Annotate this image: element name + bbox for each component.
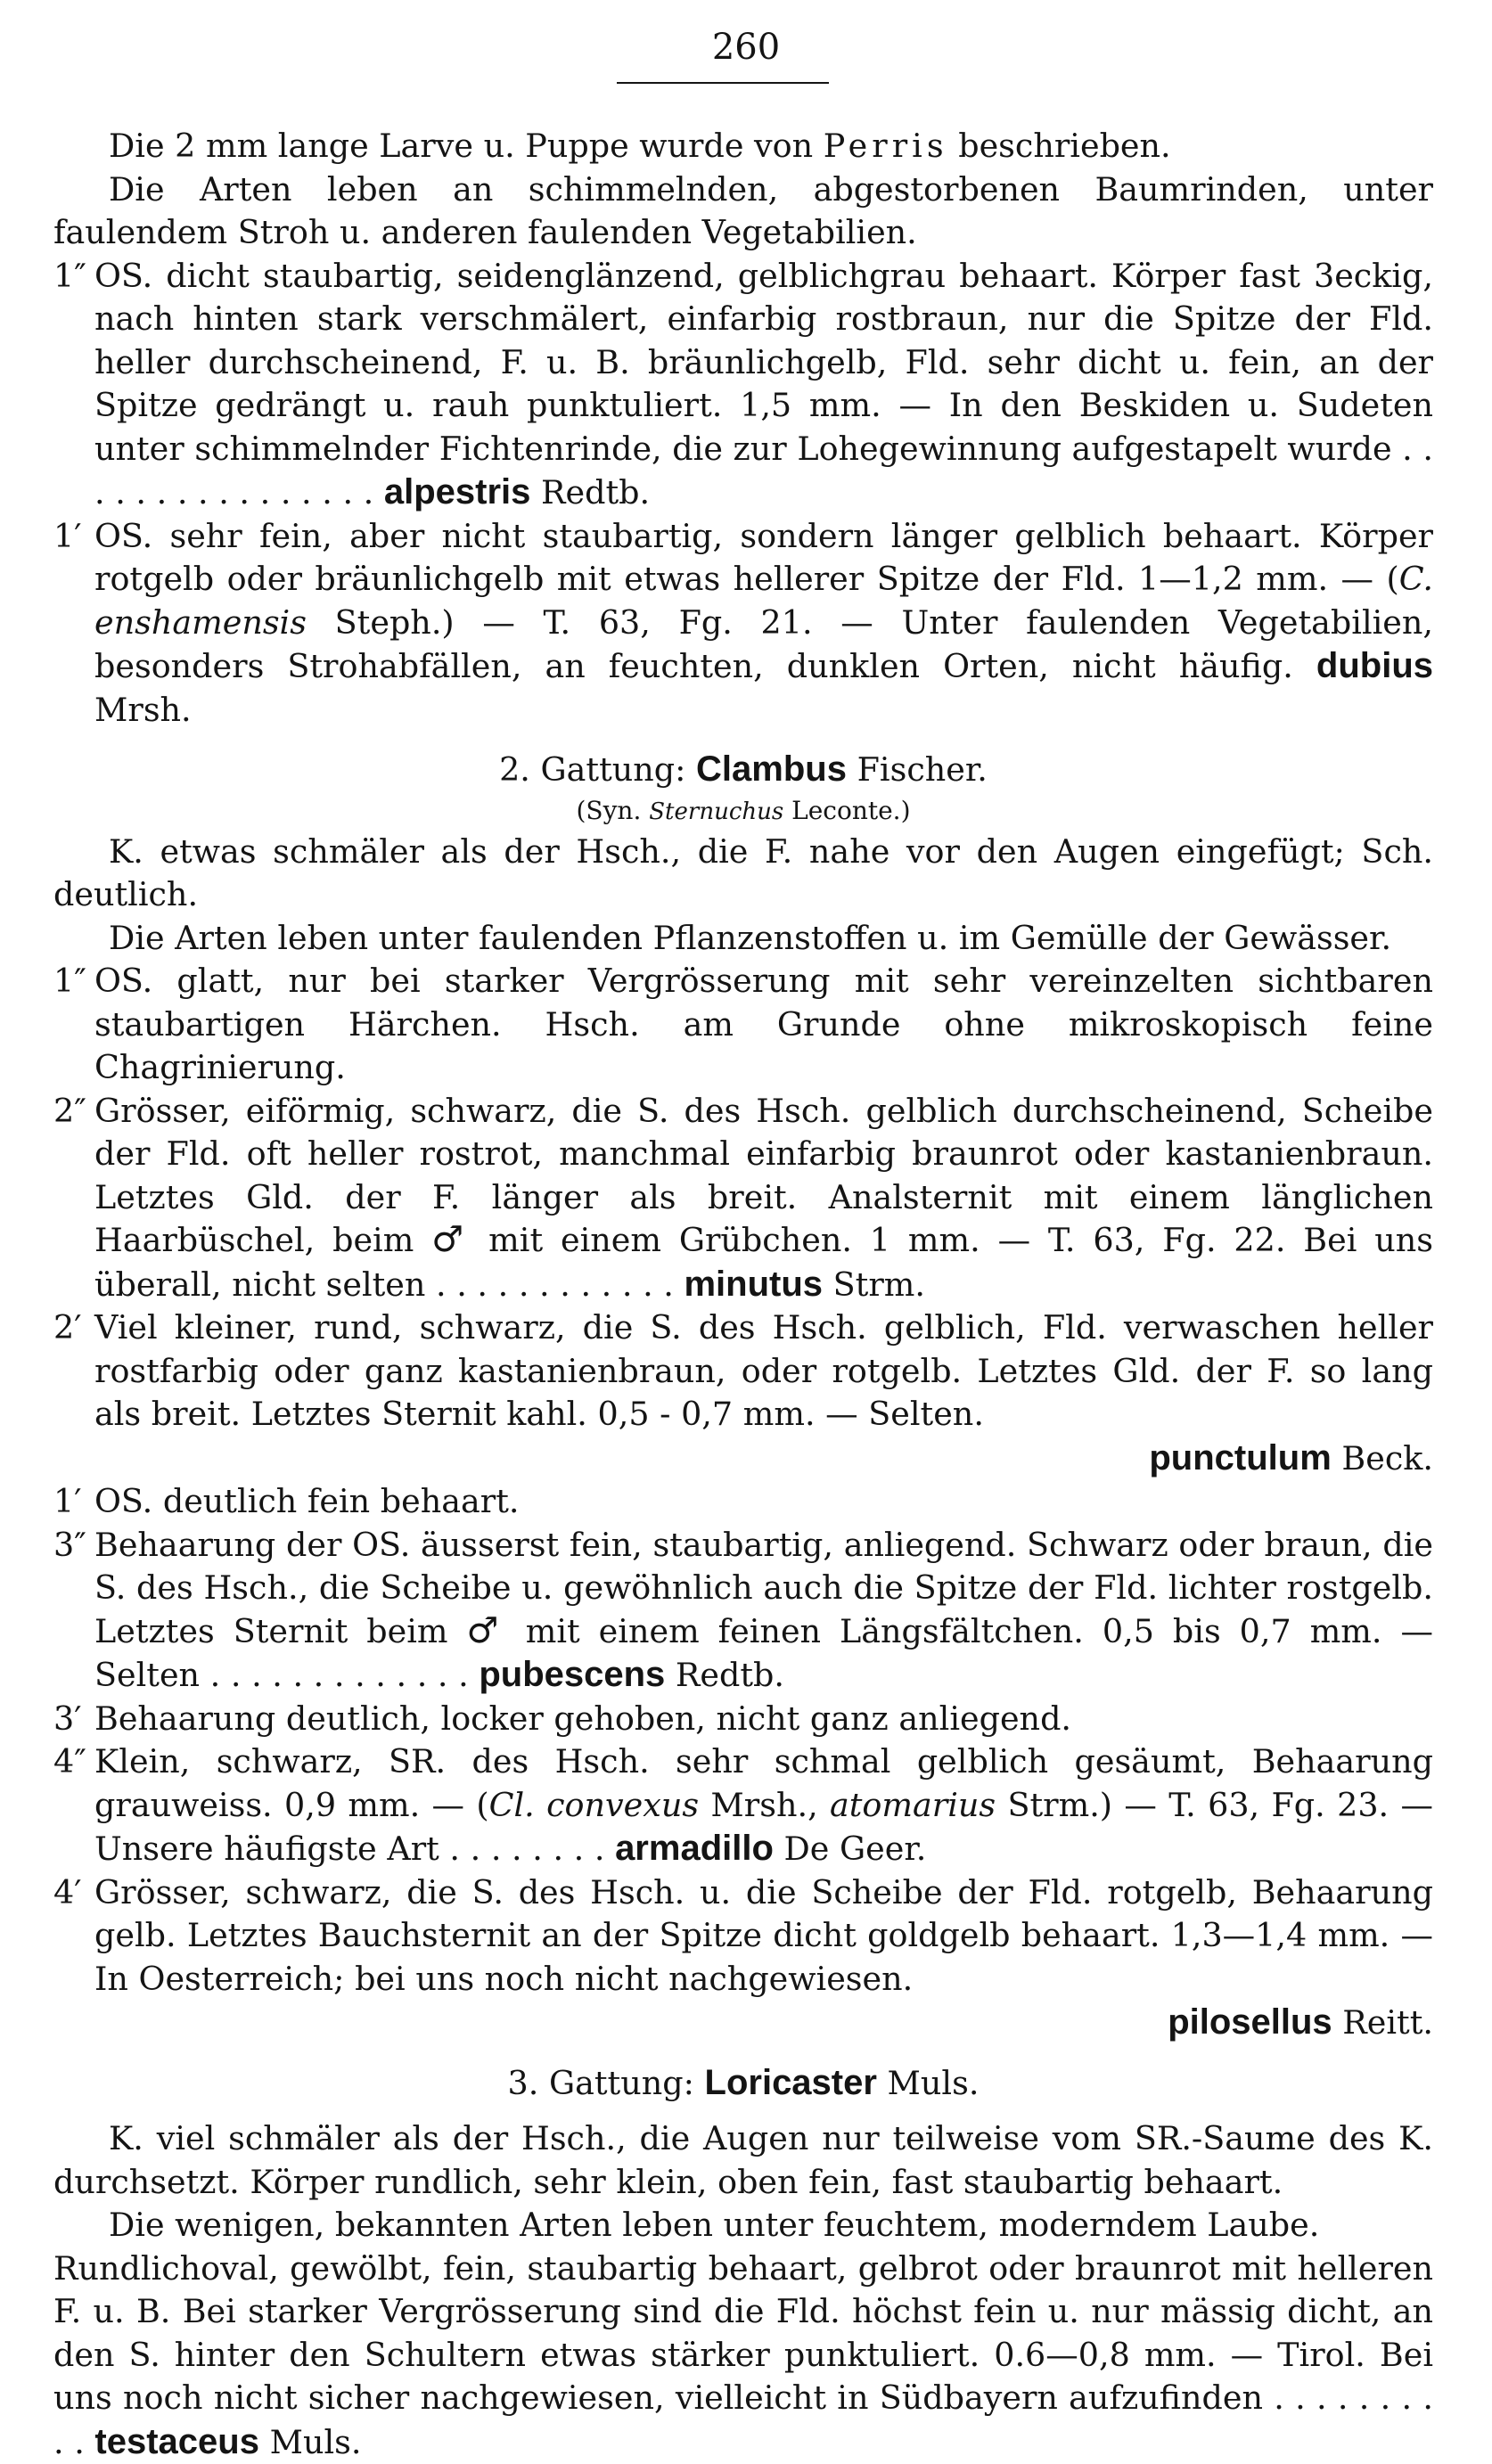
key-text: Mrsh., [710, 1786, 817, 1824]
genus-author: Fischer. [857, 750, 988, 789]
intro-larva-text-end: beschrieben. [958, 127, 1170, 165]
key-entry-c2a [53, 1090, 1433, 1307]
species-row [94, 2001, 1433, 2045]
key-marker: 1′ [53, 1480, 82, 1524]
key-text: OS. dicht staubartig, seidenglänzend, gelblichgrau behaart. Körper fast 3eckig, nach hinten stark verschmälert, einfarbig rostbraun, nur die Spitze der Fld. heller durchscheinend, F. u. B. bräunlichgelb, Fld. sehr dicht u. fein, an der Spitze gedrängt u. rauh punktuliert. 1,5 mm. — In den Beskiden u. Sudeten unter schimmelnder Fichtenrinde, die zur Lohegewinnung aufgestapelt wurde . . . . . . . . . . . . . . . . [94, 257, 1433, 512]
intro-larva-text: Die 2 mm lange Larve u. Puppe wurde von [109, 127, 813, 165]
genus-name: Clambus [696, 749, 847, 789]
header-rule [617, 82, 829, 84]
species-author: Beck. [1341, 1439, 1433, 1478]
key-text: Rundlichoval, gewölbt, fein, staubartig behaart, gelbrot oder braunrot mit helleren F. u. B. Bei starker Vergrösserung sind die Fld. höchst fein u. nur mässig dicht, an den S. hinter den Schultern etwas stärker punktuliert. 0.6—0,8 mm. — Tirol. Bei uns noch nicht sicher nachgewiesen, vielleicht in Südbayern aufzufinden . . . . . . . . . . [53, 2249, 1433, 2461]
genus-description: K. etwas schmäler als der Hsch., die F. nahe vor den Augen eingefügt; Sch. deutlich. [53, 831, 1433, 917]
key-text: Viel kleiner, rund, schwarz, die S. des Hsch. gelblich, Fld. verwaschen heller rostfarbig oder ganz kastanienbraun, oder rotgelb. Letztes Gld. der F. so lang als breit. Letztes Sternit kahl. 0,5 - 0,7 mm. — Selten. [94, 1308, 1433, 1433]
intro-larva [53, 125, 1433, 168]
genus-author: Muls. [888, 2064, 980, 2102]
synonym-name: Cl. convexus [489, 1786, 700, 1824]
key-text: Grösser, schwarz, die S. des Hsch. u. die Scheibe der Fld. rotgelb, Behaarung gelb. Letztes Bauchsternit an der Spitze dicht goldgelb behaart. 1,3—1,4 mm. — In Oesterreich; bei uns noch nicht nachgewiesen. [94, 1873, 1433, 1998]
key-text: OS. glatt, nur bei starker Vergrösserung mit sehr vereinzelten sichtbaren staubartigen Härchen. Hsch. am Grunde ohne mikroskopisch feine Chagrinierung. [94, 962, 1433, 1086]
page-body [53, 125, 1433, 2464]
species-name: pilosellus [1168, 2002, 1332, 2042]
key-text: mit einem Grübchen. 1 mm. — T. 63, Fg. 22. Bei uns überall, nicht selten . . . . . . . . . . . . [94, 1221, 1433, 1304]
synonym-author: Leconte.) [791, 796, 910, 825]
key-text: OS. deutlich fein behaart. [94, 1482, 519, 1520]
genus-name: Loricaster [705, 2063, 877, 2102]
synonym-name: C. enshamensis [94, 560, 1433, 642]
key-marker: 2′ [53, 1306, 82, 1350]
key-entry-1b [53, 515, 1433, 733]
key-text: Strm.) — T. 63, Fg. 23. — Unsere häufigste Art . . . . . . . . [94, 1786, 1433, 1869]
species-name: punctulum [1149, 1438, 1331, 1478]
key-text: OS. sehr fein, aber nicht staubartig, sondern länger gelblich behaart. Körper rotgelb oder bräunlichgelb mit etwas hellerer Spitze der Fld. 1—1,2 mm. — ( [94, 517, 1433, 599]
species-name: minutus [684, 1265, 823, 1304]
spacer [53, 2105, 1433, 2117]
author-perris: Perris [824, 127, 948, 165]
key-entry-c4a [53, 1740, 1433, 1871]
male-symbol-icon: ♂ [467, 1610, 507, 1651]
species-description [53, 2247, 1433, 2464]
key-marker: 4″ [53, 1740, 86, 1784]
synonym-name: Sternuchus [649, 798, 783, 825]
key-marker: 1″ [53, 255, 86, 299]
species-row [94, 1437, 1433, 1481]
species-author: Redtb. [541, 473, 650, 512]
genus-heading-loricaster [53, 2061, 1433, 2106]
key-entry-c3a [53, 1524, 1433, 1698]
key-text: Behaarung deutlich, locker gehoben, nicht ganz anliegend. [94, 1699, 1071, 1738]
species-name: dubius [1316, 646, 1433, 685]
intro-habitat: Die Arten leben an schimmelnden, abgestorbenen Baumrinden, unter faulendem Stroh u. anderen faulenden Vegetabilien. [53, 168, 1433, 255]
key-text: mit einem feinen Längsfältchen. 0,5 bis 0,7 mm. — Selten . . . . . . . . . . . . . [94, 1612, 1433, 1695]
species-name: alpestris [384, 472, 531, 512]
key-text: Klein, schwarz, SR. des Hsch. sehr schmal gelblich gesäumt, Behaarung grauweiss. 0,9 mm. — ( [94, 1742, 1433, 1824]
species-author: Mrsh. [94, 691, 192, 729]
genus-number: 2. Gattung: [499, 750, 685, 789]
key-marker: 1″ [53, 960, 86, 1003]
species-author: Strm. [833, 1265, 925, 1304]
key-entry-1a [53, 255, 1433, 515]
species-name: armadillo [615, 1829, 774, 1868]
genus-number: 3. Gattung: [508, 2064, 694, 2102]
species-name: testaceus [94, 2422, 259, 2461]
key-entry-c1b [53, 1480, 1433, 1524]
key-entry-c2b [53, 1306, 1433, 1480]
genus-habitat: Die wenigen, bekannten Arten leben unter feuchtem, moderndem Laube. [53, 2204, 1433, 2247]
species-name: pubescens [479, 1655, 665, 1694]
species-author: De Geer. [784, 1830, 927, 1868]
key-entry-c4b [53, 1871, 1433, 2045]
key-marker: 2″ [53, 1090, 86, 1134]
key-marker: 4′ [53, 1871, 82, 1915]
key-text: Steph.) — T. 63, Fg. 21. — Unter faulenden Vegetabilien, besonders Strohabfällen, an feuchten, dunklen Orten, nicht häufig. [94, 603, 1433, 686]
species-author: Redtb. [676, 1656, 784, 1694]
key-marker: 3″ [53, 1524, 86, 1568]
page-number: 260 [0, 27, 1492, 68]
genus-heading-clambus [53, 748, 1433, 792]
synonym-prefix: (Syn. [576, 796, 641, 825]
male-symbol-icon: ♂ [431, 1219, 471, 1260]
key-text: Behaarung der OS. äusserst fein, staubartig, anliegend. Schwarz oder braun, die S. des Hsch., die Scheibe u. gewöhnlich auch die Spitze der Fld. lichter rostgelb. Letztes Sternit beim [94, 1526, 1433, 1650]
genus-habitat: Die Arten leben unter faulenden Pflanzenstoffen u. im Gemülle der Gewässer. [53, 917, 1433, 961]
genus-description: K. viel schmäler als der Hsch., die Augen nur teilweise vom SR.-Saume des K. durchsetzt. Körper rundlich, sehr klein, oben fein, fast staubartig behaart. [53, 2117, 1433, 2204]
species-author: Muls. [270, 2423, 362, 2461]
synonym-name: atomarius [830, 1786, 996, 1824]
key-text: Grösser, eiförmig, schwarz, die S. des Hsch. gelblich durchscheinend, Scheibe der Fld. oft heller rostrot, manchmal einfarbig braunrot oder kastanienbraun. Letztes Gld. der F. länger als breit. Analsternit mit einem länglichen Haarbüschel, beim [94, 1092, 1433, 1260]
key-marker: 1′ [53, 515, 82, 559]
key-entry-c3b [53, 1698, 1433, 1741]
key-marker: 3′ [53, 1698, 82, 1741]
key-entry-c1a [53, 960, 1433, 1090]
genus-synonym [53, 792, 1433, 831]
species-author: Reitt. [1342, 2003, 1433, 2042]
